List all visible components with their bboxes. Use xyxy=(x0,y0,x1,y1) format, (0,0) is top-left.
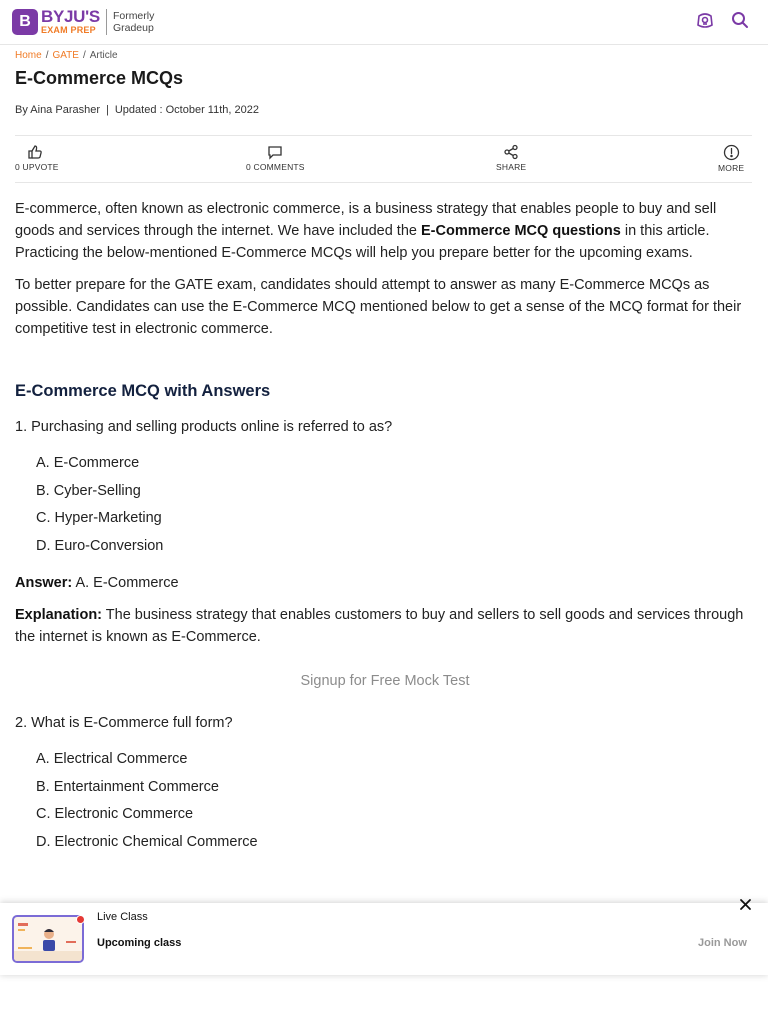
option: B. Cyber-Selling xyxy=(36,482,141,499)
breadcrumb-home[interactable]: Home xyxy=(15,50,42,61)
logo-divider xyxy=(106,9,107,35)
breadcrumb-gate[interactable]: GATE xyxy=(52,50,79,61)
prep-paragraph: To better prepare for the GATE exam, candidates should attempt to answer as many E-Commerce MCQs as possible. Candidates can use the E-Commerce MCQ mentioned below to get a sense of the MCQ format for their competitive test in electronic commerce. xyxy=(15,277,742,337)
question-1-options xyxy=(15,450,755,560)
teacher-illustration-icon xyxy=(14,917,82,961)
signup-mock-test-link[interactable]: Signup for Free Mock Test xyxy=(300,673,470,689)
join-now-button[interactable]: Join Now xyxy=(698,937,747,949)
logo-subtitle: EXAM PREP xyxy=(41,25,96,35)
live-class-title: Live Class xyxy=(97,911,148,923)
game-controller-icon[interactable] xyxy=(694,10,716,32)
more-info-icon xyxy=(723,144,740,161)
comments-button[interactable]: 0 COMMENTS xyxy=(246,144,305,172)
article-action-bar xyxy=(15,135,752,183)
share-button[interactable]: SHARE xyxy=(496,144,526,172)
question-1: 1. Purchasing and selling products online is referred to as? xyxy=(15,419,393,435)
option: A. E-Commerce xyxy=(36,455,140,471)
close-icon[interactable] xyxy=(738,897,754,913)
search-icon[interactable] xyxy=(730,10,752,32)
breadcrumb-current: Article xyxy=(89,50,118,61)
author[interactable]: By Aina Parasher xyxy=(15,104,100,116)
option: D. Electronic Chemical Commerce xyxy=(36,833,258,850)
formerly-name: Gradeup xyxy=(112,21,154,34)
page-title: E-Commerce MCQs xyxy=(15,68,184,88)
byjus-logo[interactable] xyxy=(12,8,154,35)
intro-paragraph: E-commerce, often known as electronic commerce, is a business strategy that enables people to buy and sell goods and services through the internet. We have included the E-Commerce MCQ questions in this article. Practicing the below-mentioned E-Commerce MCQs will help you prepare better for the upcoming exams. xyxy=(15,201,717,261)
breadcrumb: Home / GATE / Article xyxy=(15,50,118,61)
formerly-label: Formerly xyxy=(112,9,155,22)
section-heading: E-Commerce MCQ with Answers xyxy=(15,382,271,400)
more-button[interactable]: MORE xyxy=(718,144,744,173)
option: B. Entertainment Commerce xyxy=(36,778,219,795)
thumbs-up-icon xyxy=(27,144,43,160)
explanation-1: Explanation: The business strategy that enables customers to buy and sellers to sell goods and services through the internet is known as E-Commerce. xyxy=(15,607,744,645)
logo-badge: B xyxy=(12,9,38,35)
top-header xyxy=(0,0,768,45)
live-indicator-dot xyxy=(76,915,85,924)
share-icon xyxy=(503,144,519,160)
option: C. Hyper-Marketing xyxy=(36,510,162,526)
live-class-subtitle: Upcoming class xyxy=(97,937,182,949)
live-class-thumbnail xyxy=(12,915,84,963)
option: C. Electronic Commerce xyxy=(36,806,194,822)
answer-1: Answer: A. E-Commerce xyxy=(15,575,179,591)
question-2: 2. What is E-Commerce full form? xyxy=(15,715,233,731)
question-2-options xyxy=(15,746,755,856)
upvote-button[interactable]: 0 UPVOTE xyxy=(15,144,59,172)
byline: By Aina Parasher | Updated : October 11th, 2022 xyxy=(15,104,259,116)
article-body xyxy=(15,198,755,868)
option: A. Electrical Commerce xyxy=(36,751,188,767)
logo-brand: BYJU'S xyxy=(41,7,100,26)
updated-date: Updated : October 11th, 2022 xyxy=(114,104,259,116)
option: D. Euro-Conversion xyxy=(36,537,164,554)
comment-icon xyxy=(267,144,283,160)
